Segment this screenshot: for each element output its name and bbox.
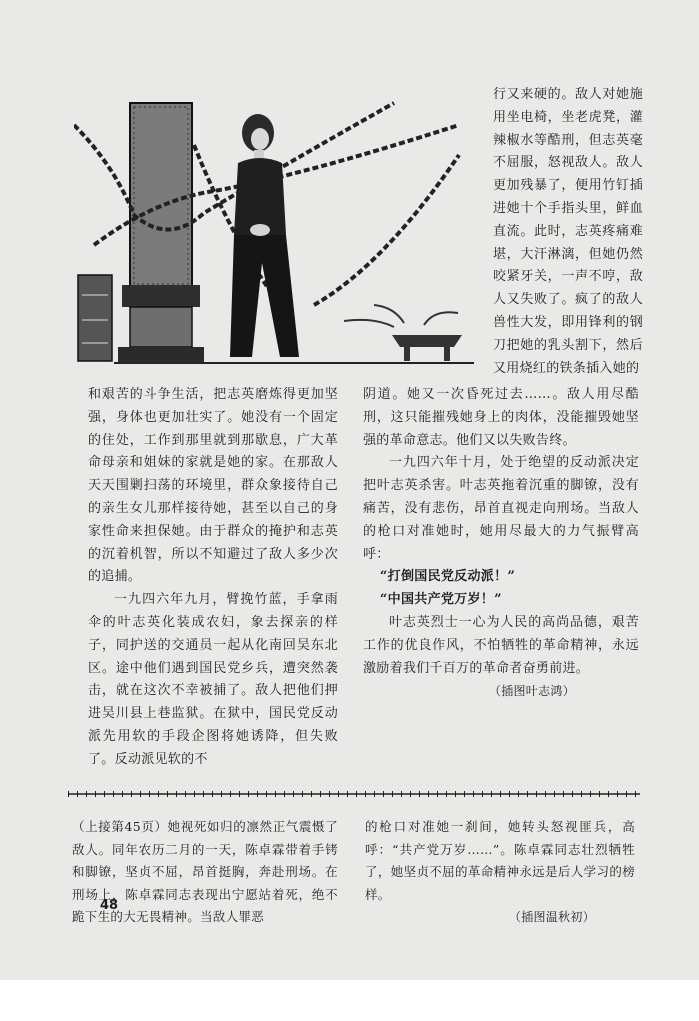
article-column-right <box>363 384 639 703</box>
paragraph: 一九四六年九月，臂挽竹蓝，手拿雨伞的叶志英化装成农妇，象去探亲的样子，同护送的交通员一起从化南回吴东北区。途中他们遇到国民党乡兵，遭突然袭击，就在这次不幸被捕了。敌人把他们押进吴川县上巷监狱。在狱中，国民党反动派先用软的手段企图将她诱降，但失败了。反动派见软的不 <box>88 592 338 767</box>
paragraph: 和艰苦的斗争生活，把志英磨炼得更加坚强，身体也更加壮实了。她没有一个固定的住处，工作到那里就到那歇息，广大革命母亲和姐妹的家就是她的家。在那敌人天天围剿扫荡的环境里，群众象接待自己的亲生女儿那样接待她，甚至以自己的身家性命来担保她。由于群众的掩护和志英的沉着机智，所以不知避过了敌人多少次的追捕。 <box>88 387 338 585</box>
illustration-credit: （插图温秋初） <box>508 910 595 924</box>
section-divider <box>68 789 640 799</box>
article-column-left <box>88 384 338 772</box>
paragraph: 一九四六年十月，处于绝望的反动派决定把叶志英杀害。叶志英拖着沉重的脚镣，没有痛苦，没有悲伤，昂首直视走向刑场。当敌人的枪口对准她时，她用尽最大的力气振臂高呼： <box>363 455 639 562</box>
illustration-credit: （插图叶志鸿） <box>488 684 575 699</box>
paragraph: 阴道。她又一次昏死过去……。敌人用尽酷刑，这只能摧残她身上的肉体，没能摧毁她坚强的革命意志。他们又以失败告终。 <box>363 387 639 448</box>
paragraph: 叶志英烈士一心为人民的高尚品德，艰苦工作的优良作风，不怕牺牲的革命精神，永远激励着我们千百万的革命者奋勇前进。 <box>363 614 639 676</box>
slogan: “打倒国民党反动派！” <box>379 569 516 585</box>
paragraph: 行又来硬的。敌人对她施用坐电椅，坐老虎凳，灌辣椒水等酷刑，但志英毫不屈服，怒视敌人。敌人更加残暴了，便用竹钉插进她十个手指头里，鲜血直流。此时，志英疼痛难堪，大汗淋漓，但她仍然咬紧牙关，一声不哼，敌人又失败了。疯了的敌人兽性大发，即用锋利的钢刀把她的乳头割下，然后又用烧红的铁条插入她的 <box>493 87 643 376</box>
article-text-top-right <box>493 84 643 380</box>
execution-scene-woodcut-illustration <box>74 95 479 370</box>
paragraph: 的枪口对准她一刹间，她转头怒视匪兵，高呼：“共产党万岁……”。陈卓霖同志壮烈牺牲了，她坚贞不屈的革命精神永远是后人学习的榜样。 <box>365 819 635 902</box>
continued-text-right <box>365 816 635 929</box>
paragraph: （上接第45页）她视死如归的凛然正气震慑了敌人。同年农历二月的一天，陈卓霖带着手铐和脚镣，坚贞不屈，昂首挺胸，奔赴刑场。在刑场上，陈卓霖同志表现出宁愿站着死，绝不跪下生的大无畏精神。当敌人罪恶 <box>72 819 338 924</box>
slogan: “中国共产党万岁！” <box>379 592 502 608</box>
page-number: 48 <box>100 898 119 913</box>
